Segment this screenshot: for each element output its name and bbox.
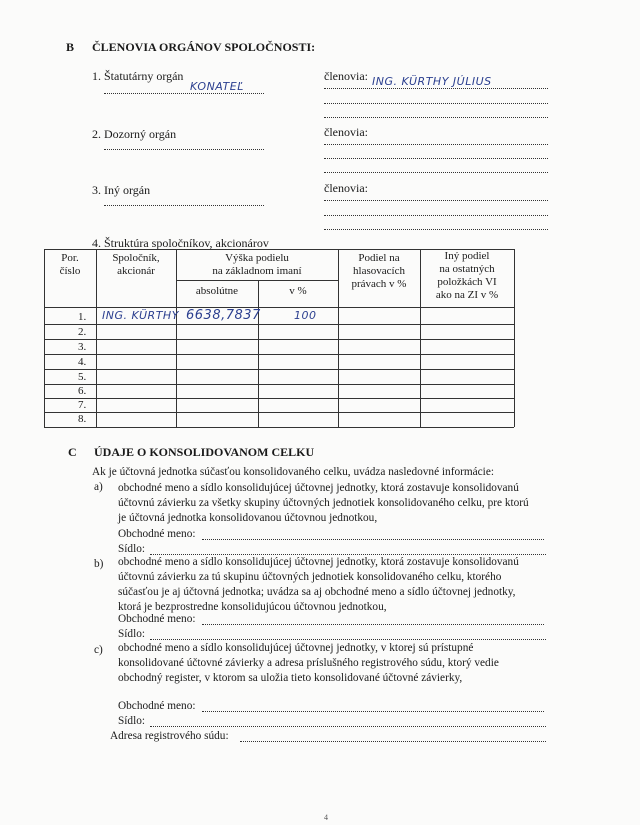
header-order-line: číslo (59, 265, 81, 277)
item-b-line: súčasťou je aj účtovná jednotka; uvádza sa aj obchodné meno a sídlo účtovnej jednotky, (118, 586, 516, 598)
header-capital-line: na základnom imaní (212, 265, 302, 277)
statutory-body-line (104, 93, 264, 94)
item-b-text (118, 555, 519, 615)
table-row-divider (44, 324, 514, 325)
section-b-letter: B (66, 40, 75, 54)
item-c-registry-line (240, 741, 546, 742)
table-row-divider (44, 384, 514, 385)
item-c-line: konsolidované účtovné závierky a adresa príslušného registrového súdu, ktorý vedie (118, 657, 499, 669)
row-number: 3. (78, 341, 87, 353)
row-number: 2. (78, 326, 87, 338)
item-c-name-line (202, 711, 544, 712)
statutory-members-label: členovia: (324, 69, 368, 83)
header-order-line: Por. (61, 252, 79, 264)
statutory-body-label: 1. Štatutárny orgán (92, 69, 184, 83)
row-number: 8. (78, 413, 87, 425)
item-b-line: obchodné meno a sídlo konsolidujúcej účtovnej jednotky, ktorá zostavuje konsolidovanú (118, 556, 519, 568)
row-1-partner: ING. KÜRTHY (102, 309, 179, 322)
item-c-seat-label: Sídlo: (118, 715, 145, 727)
item-a-marker: a) (94, 481, 103, 493)
other-members-line-1 (324, 200, 548, 201)
item-c-marker: c) (94, 644, 103, 656)
header-capital-line: Výška podielu (225, 252, 289, 264)
header-other-line: položkách VI (437, 276, 497, 288)
item-a-line: obchodné meno a sídlo konsolidujúcej účtovnej jednotky, ktorá zostavuje konsolidovanú (118, 482, 519, 494)
other-members-label: členovia: (324, 181, 368, 195)
row-1-percent: 100 (294, 309, 317, 322)
page-number: 4 (324, 813, 328, 822)
item-c-line: obchodný register, v ktorom sa uložia tieto konsolidované účtovné závierky, (118, 672, 463, 684)
supervisory-members-line-2 (324, 158, 548, 159)
other-members-line-2 (324, 215, 548, 216)
item-c-registry-label: Adresa registrového súdu: (110, 730, 229, 742)
other-body-line (104, 205, 264, 206)
row-number: 6. (78, 385, 87, 397)
header-voting-line: Podiel na (358, 252, 400, 264)
row-number: 4. (78, 356, 87, 368)
row-number: 7. (78, 399, 87, 411)
supervisory-body-line (104, 149, 264, 150)
item-b-name-line (202, 624, 544, 625)
item-c-text (118, 641, 499, 686)
header-partner-line: Spoločník, (112, 252, 160, 264)
statutory-members-line-1 (324, 88, 548, 89)
section-c-intro: Ak je účtovná jednotka súčasťou konsolidovaného celku, uvádza nasledovné informácie: (92, 466, 494, 478)
item-b-line: účtovnú závierku za tú skupinu účtovných jednotiek konsolidovaného celku, ktorého (118, 571, 502, 583)
header-absolute: absolútne (195, 285, 239, 297)
item-b-marker: b) (94, 558, 104, 570)
statutory-members-line-2 (324, 103, 548, 104)
item-b-seat-line (150, 639, 546, 640)
statutory-members-line-3 (324, 117, 548, 118)
statutory-body-value: KONATEĽ (190, 80, 244, 93)
header-other-line: ako na ZI v % (435, 289, 499, 301)
table-border-right (514, 249, 515, 427)
row-1-absolute: 6638,7837 (186, 308, 261, 323)
item-a-line: je účtovná jednotka konsolidovanou účtovnou jednotkou, (118, 512, 378, 524)
item-a-name-label: Obchodné meno: (118, 528, 196, 540)
header-voting (338, 252, 420, 291)
item-a-line: účtovnú závierku za všetky skupiny účtovných jednotiek konsolidovaného celku, pre ktorú (118, 497, 529, 509)
item-c-name-label: Obchodné meno: (118, 700, 196, 712)
statutory-member-value: ING. KÜRTHY JÚLIUS (372, 75, 492, 88)
header-other-share (420, 250, 514, 302)
supervisory-members-label: členovia: (324, 125, 368, 139)
header-order (44, 252, 96, 278)
other-body-label: 3. Iný orgán (92, 183, 151, 197)
section-b-title: ČLENOVIA ORGÁNOV SPOLOČNOSTI: (92, 40, 316, 54)
header-partner-line: akcionár (117, 265, 155, 277)
supervisory-body-label: 2. Dozorný orgán (92, 127, 177, 141)
table-subheader-divider (176, 280, 338, 281)
table-row-divider (44, 354, 514, 355)
row-number: 1. (78, 311, 87, 323)
header-other-line: na ostatných (439, 263, 495, 275)
item-b-line: ktorá je bezprostredne konsolidujúcou účtovnou jednotkou, (118, 601, 387, 613)
section-c-title: ÚDAJE O KONSOLIDOVANOM CELKU (94, 445, 315, 459)
table-header-bottom (44, 307, 514, 308)
section-c-letter: C (68, 445, 77, 459)
structure-title: 4. Štruktúra spoločníkov, akcionárov (92, 236, 269, 250)
item-c-line: obchodné meno a sídlo konsolidujúcej účtovnej jednotky, v ktorej sú prístupné (118, 642, 474, 654)
item-b-name-label: Obchodné meno: (118, 613, 196, 625)
header-capital-share (176, 252, 338, 278)
header-partner (96, 252, 176, 278)
header-voting-line: hlasovacích (353, 265, 405, 277)
header-voting-line: právach v % (351, 278, 407, 290)
item-b-seat-label: Sídlo: (118, 628, 145, 640)
item-a-seat-label: Sídlo: (118, 543, 145, 555)
supervisory-members-line-1 (324, 144, 548, 145)
table-row-divider (44, 369, 514, 370)
table-row-divider (44, 412, 514, 413)
table-row-divider (44, 339, 514, 340)
other-members-line-3 (324, 229, 548, 230)
supervisory-members-line-3 (324, 172, 548, 173)
row-number: 5. (78, 371, 87, 383)
table-row-divider (44, 398, 514, 399)
item-a-name-line (202, 539, 544, 540)
item-a-text (118, 481, 529, 526)
table-border-bottom (44, 427, 514, 428)
item-c-seat-line (150, 726, 546, 727)
header-other-line: Iný podiel (444, 250, 490, 262)
header-percent: v % (289, 285, 307, 297)
